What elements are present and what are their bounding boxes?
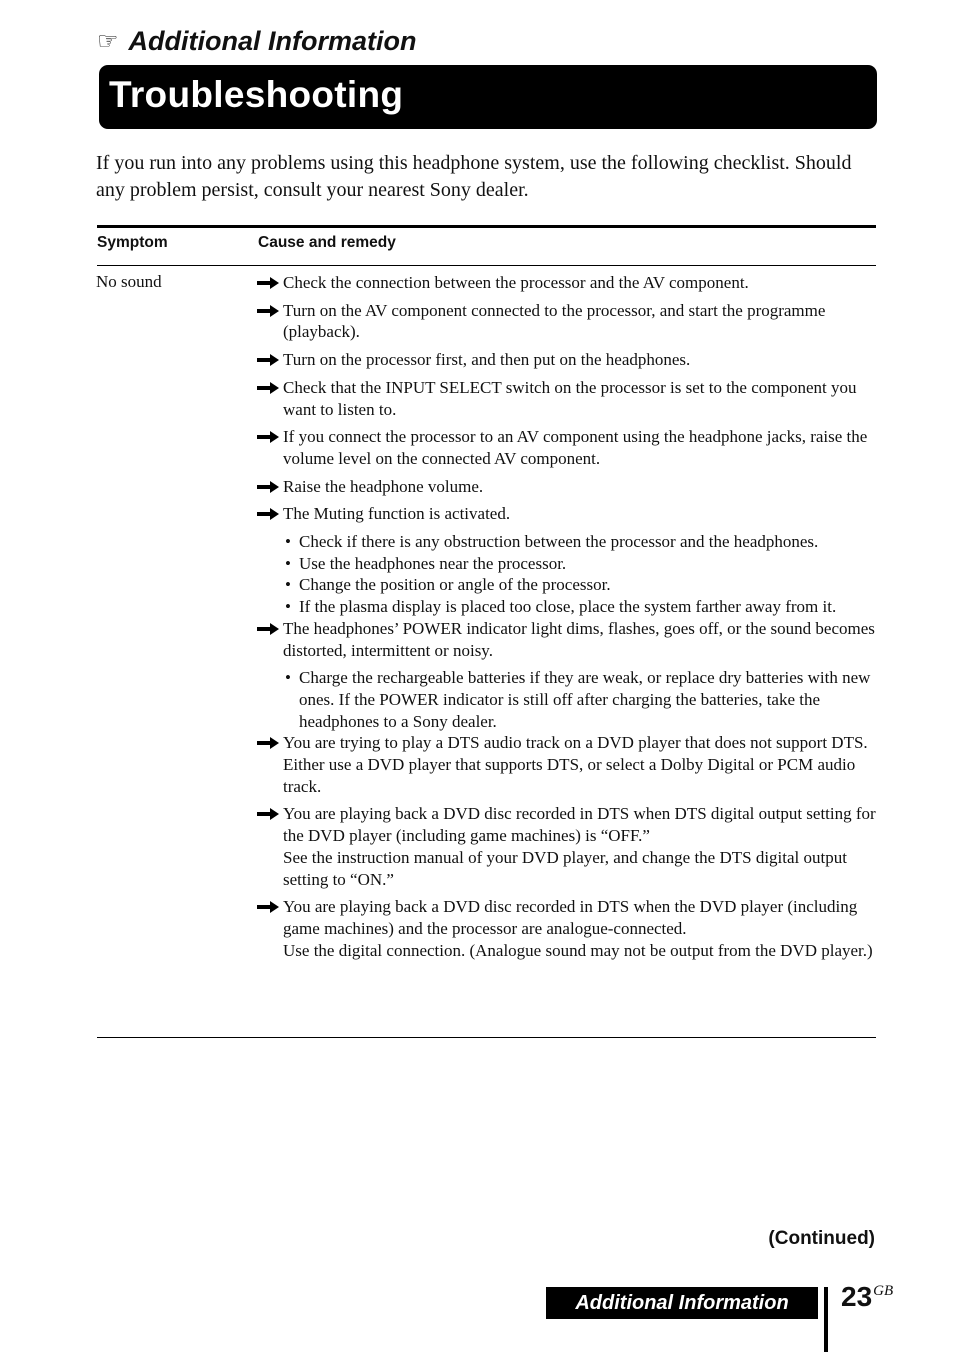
arrow-icon bbox=[257, 426, 279, 444]
arrow-icon bbox=[257, 618, 279, 636]
bullet-item: • Use the headphones near the processor. bbox=[283, 553, 879, 575]
arrow-icon bbox=[257, 732, 279, 750]
power-bullet-list bbox=[283, 667, 879, 732]
pointing-hand-icon: ☞ bbox=[97, 28, 119, 55]
section-title: Additional Information bbox=[128, 26, 417, 56]
arrow-icon bbox=[257, 300, 279, 318]
symptom-cell: No sound bbox=[96, 272, 162, 291]
bullet-item: • Check if there is any obstruction between the processor and the headphones. bbox=[283, 531, 879, 553]
remedy-item: Check that the INPUT SELECT switch on the processor is set to the component you want to listen to. bbox=[257, 377, 879, 420]
section-heading bbox=[97, 26, 417, 57]
remedy-list bbox=[257, 272, 879, 961]
page-suffix: GB bbox=[873, 1283, 894, 1299]
column-header-cause: Cause and remedy bbox=[258, 234, 396, 251]
table-bottom-rule bbox=[97, 1037, 876, 1038]
arrow-icon bbox=[257, 803, 279, 821]
remedy-item: You are playing back a DVD disc recorded in DTS when DTS digital output setting for the DVD player (including game machines) is “OFF.” See the instruction manual of your DVD player, and change the DTS digital output setting to “ON.” bbox=[257, 803, 879, 890]
remedy-item: Raise the headphone volume. bbox=[257, 476, 879, 498]
table-top-rule bbox=[97, 225, 876, 228]
bullet-item: • Charge the rechargeable batteries if they are weak, or replace dry batteries with new ones. If the POWER indicator is still off after charging the batteries, take the headphones to a Sony dealer. bbox=[283, 667, 879, 732]
remedy-item: You are trying to play a DTS audio track on a DVD player that does not support DTS. Either use a DVD player that supports DTS, or select a Dolby Digital or PCM audio track. bbox=[257, 732, 879, 797]
page-number: $23^{GB}$ bbox=[841, 1281, 894, 1312]
remedy-item: Check the connection between the processor and the AV component. bbox=[257, 272, 879, 294]
page-title-bar bbox=[99, 65, 877, 129]
bullet-item: • If the plasma display is placed too close, place the system farther away from it. bbox=[283, 596, 879, 618]
remedy-item: The headphones’ POWER indicator light dims, flashes, goes off, or the sound becomes distorted, intermittent or noisy. bbox=[257, 618, 879, 661]
footer-divider bbox=[824, 1287, 828, 1352]
column-header-symptom: Symptom bbox=[97, 234, 168, 251]
page-title: Troubleshooting bbox=[109, 74, 404, 115]
remedy-item: You are playing back a DVD disc recorded in DTS when the DVD player (including game machines) and the processor are analogue-connected. Use the digital connection. (Analogue sound may not be output from the DVD player.) bbox=[257, 896, 879, 961]
footer-section-tab: Additional Information bbox=[546, 1287, 818, 1319]
remedy-item: If you connect the processor to an AV component using the headphone jacks, raise the volume level on the connected AV component. bbox=[257, 426, 879, 469]
muting-bullet-list bbox=[283, 531, 879, 618]
remedy-item: The Muting function is activated. bbox=[257, 503, 879, 525]
arrow-icon bbox=[257, 272, 279, 290]
table-header-rule bbox=[97, 265, 876, 266]
arrow-icon bbox=[257, 377, 279, 395]
arrow-icon bbox=[257, 476, 279, 494]
arrow-icon bbox=[257, 896, 279, 914]
bullet-item: • Change the position or angle of the processor. bbox=[283, 574, 879, 596]
remedy-item: Turn on the processor first, and then put on the headphones. bbox=[257, 349, 879, 371]
remedy-item: Turn on the AV component connected to the processor, and start the programme (playback). bbox=[257, 300, 879, 343]
arrow-icon bbox=[257, 503, 279, 521]
arrow-icon bbox=[257, 349, 279, 367]
continued-label: (Continued) bbox=[768, 1228, 875, 1249]
intro-paragraph: If you run into any problems using this headphone system, use the following checklist. Should any problem persist, consult your nearest Sony dealer. bbox=[96, 152, 852, 201]
